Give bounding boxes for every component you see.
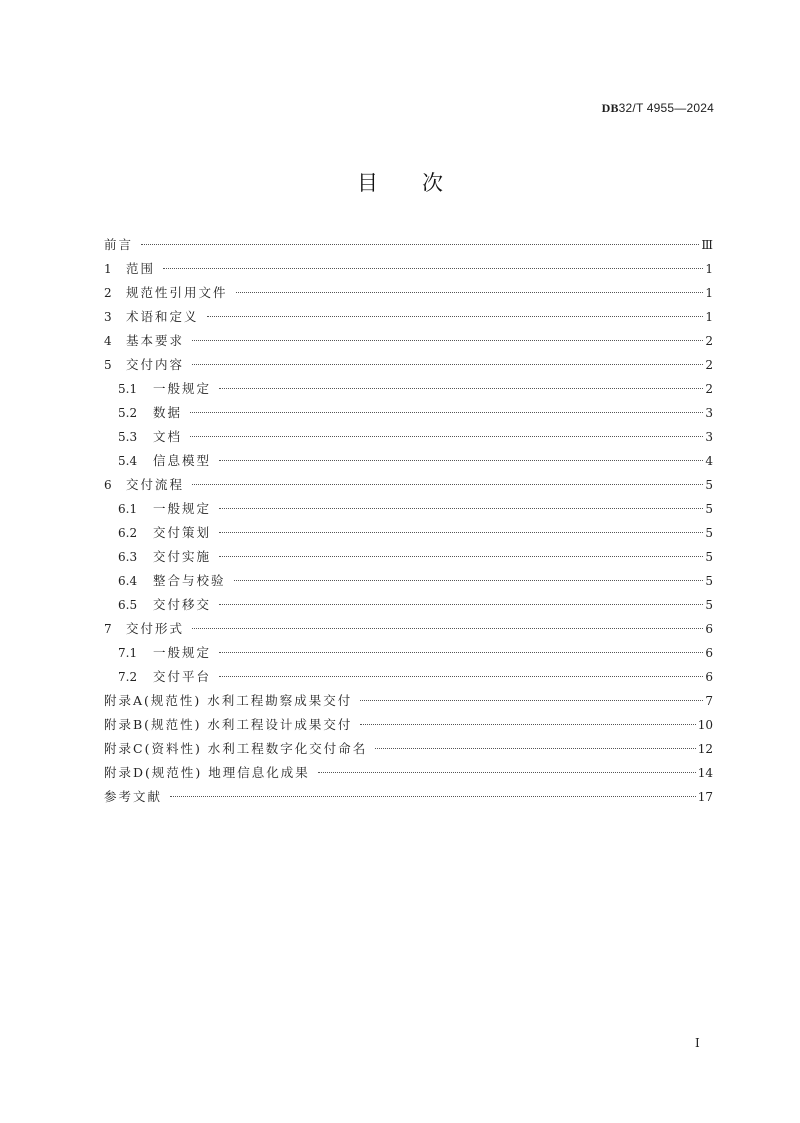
toc-entry[interactable] xyxy=(104,425,713,449)
toc-leader-dots xyxy=(207,316,704,317)
page-number: I xyxy=(695,1036,700,1050)
toc-entry-number: 6.3 xyxy=(118,550,138,564)
toc-entry-number: 1 xyxy=(104,262,112,276)
toc-entry[interactable] xyxy=(104,233,713,257)
toc-leader-dots xyxy=(318,772,696,773)
toc-leader-dots xyxy=(219,652,703,653)
toc-entry-label: 交付移交 xyxy=(153,597,212,612)
toc-entry[interactable] xyxy=(104,617,713,641)
toc-entry-label: 附录A(规范性) 水利工程勘察成果交付 xyxy=(104,693,353,708)
toc-entry-page: 5 xyxy=(705,502,713,516)
toc-leader-dots xyxy=(219,508,703,509)
toc-entry-page: 5 xyxy=(705,598,713,612)
toc-entry-label: 一般规定 xyxy=(153,501,212,516)
toc-entry-number: 5.2 xyxy=(118,406,138,420)
toc-entry-number: 6.1 xyxy=(118,502,138,516)
toc-entry-number: 5.3 xyxy=(118,430,138,444)
toc-leader-dots xyxy=(219,532,703,533)
toc-entry[interactable] xyxy=(104,521,713,545)
toc-entry[interactable] xyxy=(104,737,713,761)
toc-entry[interactable] xyxy=(104,545,713,569)
toc-entry-page: 4 xyxy=(705,454,713,468)
toc-leader-dots xyxy=(192,484,703,485)
toc-entry-label: 前言 xyxy=(104,237,134,252)
toc-leader-dots xyxy=(190,412,703,413)
toc-entry-label: 信息模型 xyxy=(153,453,212,468)
toc-entry-page: 1 xyxy=(705,310,713,324)
toc-leader-dots xyxy=(219,556,703,557)
toc-entry-label: 规范性引用文件 xyxy=(126,285,228,300)
toc-entry[interactable] xyxy=(104,449,713,473)
toc-entry-label: 交付策划 xyxy=(153,525,212,540)
toc-entry-number: 6.4 xyxy=(118,574,138,588)
toc-entry-page: 6 xyxy=(705,622,713,636)
standard-prefix: DB xyxy=(601,101,619,115)
toc-entry-label: 基本要求 xyxy=(126,333,185,348)
toc-entry-number: 7 xyxy=(104,622,112,636)
toc-entry-label: 附录B(规范性) 水利工程设计成果交付 xyxy=(104,717,353,732)
toc-entry[interactable] xyxy=(104,377,713,401)
toc-entry-label: 交付流程 xyxy=(126,477,185,492)
toc-entry[interactable] xyxy=(104,401,713,425)
title-char-2: 次 xyxy=(422,171,443,195)
table-of-contents xyxy=(104,233,713,809)
toc-entry-page: 2 xyxy=(705,358,713,372)
standard-code: 32/T 4955—2024 xyxy=(618,101,714,115)
toc-entry-page: 6 xyxy=(705,670,713,684)
toc-leader-dots xyxy=(190,436,703,437)
toc-entry-number: 3 xyxy=(104,310,112,324)
toc-leader-dots xyxy=(360,724,695,725)
toc-leader-dots xyxy=(375,748,695,749)
toc-entry-page: 12 xyxy=(697,742,713,756)
toc-entry-label: 整合与校验 xyxy=(153,573,226,588)
toc-entry-page: 3 xyxy=(705,406,713,420)
toc-entry-page: 10 xyxy=(697,718,713,732)
toc-entry-page: 6 xyxy=(705,646,713,660)
toc-entry-page: 5 xyxy=(705,478,713,492)
toc-entry-label: 一般规定 xyxy=(153,381,212,396)
toc-entry[interactable] xyxy=(104,305,713,329)
standard-number xyxy=(602,101,714,116)
toc-entry[interactable] xyxy=(104,689,713,713)
toc-entry-label: 一般规定 xyxy=(153,645,212,660)
toc-leader-dots xyxy=(170,796,696,797)
toc-leader-dots xyxy=(192,364,703,365)
title-char-1: 目 xyxy=(357,171,378,195)
toc-leader-dots xyxy=(192,340,703,341)
toc-entry-number: 2 xyxy=(104,286,112,300)
toc-entry-number: 7.2 xyxy=(118,670,138,684)
toc-entry[interactable] xyxy=(104,641,713,665)
toc-leader-dots xyxy=(192,628,703,629)
toc-entry-label: 参考文献 xyxy=(104,789,163,804)
toc-entry-page: 5 xyxy=(705,550,713,564)
toc-entry-page: Ⅲ xyxy=(701,238,713,252)
toc-leader-dots xyxy=(360,700,703,701)
toc-entry[interactable] xyxy=(104,569,713,593)
toc-entry[interactable] xyxy=(104,665,713,689)
toc-entry-label: 术语和定义 xyxy=(126,309,199,324)
toc-leader-dots xyxy=(163,268,703,269)
toc-entry[interactable] xyxy=(104,257,713,281)
toc-entry[interactable] xyxy=(104,761,713,785)
toc-entry[interactable] xyxy=(104,353,713,377)
page-title xyxy=(0,167,800,197)
toc-entry-number: 5.1 xyxy=(118,382,138,396)
toc-entry-number: 4 xyxy=(104,334,112,348)
toc-entry[interactable] xyxy=(104,329,713,353)
toc-entry-label: 范围 xyxy=(126,261,156,276)
toc-entry-number: 5 xyxy=(104,358,112,372)
toc-entry-page: 2 xyxy=(705,382,713,396)
toc-entry-page: 3 xyxy=(705,430,713,444)
toc-entry-label: 交付形式 xyxy=(126,621,185,636)
toc-entry-number: 6 xyxy=(104,478,112,492)
toc-entry-number: 7.1 xyxy=(118,646,138,660)
toc-leader-dots xyxy=(234,580,704,581)
toc-entry[interactable] xyxy=(104,593,713,617)
toc-entry[interactable] xyxy=(104,281,713,305)
toc-entry-page: 2 xyxy=(705,334,713,348)
toc-entry-label: 文档 xyxy=(153,429,183,444)
toc-entry-label: 数据 xyxy=(153,405,183,420)
toc-entry[interactable] xyxy=(104,497,713,521)
toc-entry[interactable] xyxy=(104,713,713,737)
toc-entry-page: 14 xyxy=(697,766,713,780)
toc-entry-number: 6.2 xyxy=(118,526,138,540)
toc-entry-label: 附录D(规范性) 地理信息化成果 xyxy=(104,765,310,780)
toc-entry-page: 5 xyxy=(705,526,713,540)
toc-leader-dots xyxy=(219,388,703,389)
toc-entry-label: 交付内容 xyxy=(126,357,185,372)
toc-entry-label: 交付实施 xyxy=(153,549,212,564)
toc-leader-dots xyxy=(219,676,703,677)
toc-entry[interactable] xyxy=(104,473,713,497)
toc-leader-dots xyxy=(141,244,699,245)
toc-entry-page: 1 xyxy=(705,262,713,276)
toc-leader-dots xyxy=(219,460,703,461)
toc-entry-number: 5.4 xyxy=(118,454,138,468)
toc-leader-dots xyxy=(219,604,703,605)
toc-entry-label: 附录C(资料性) 水利工程数字化交付命名 xyxy=(104,741,368,756)
toc-entry-number: 6.5 xyxy=(118,598,138,612)
toc-entry[interactable] xyxy=(104,785,713,809)
toc-entry-page: 1 xyxy=(705,286,713,300)
toc-leader-dots xyxy=(236,292,704,293)
toc-entry-page: 7 xyxy=(705,694,713,708)
toc-entry-label: 交付平台 xyxy=(153,669,212,684)
toc-entry-page: 5 xyxy=(705,574,713,588)
toc-entry-page: 17 xyxy=(697,790,713,804)
